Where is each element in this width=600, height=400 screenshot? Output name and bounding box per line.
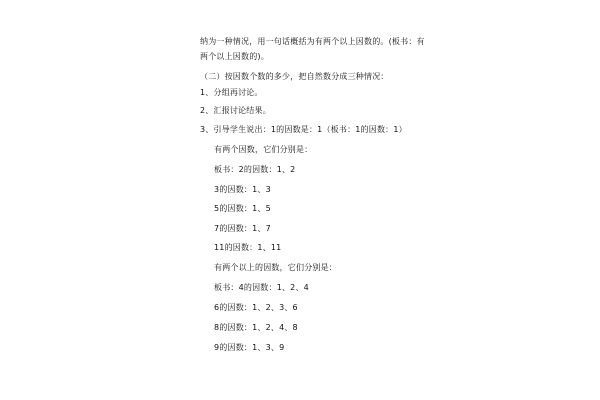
section-heading: （二）按因数个数的多少，把自然数分成三种情况： bbox=[200, 72, 389, 81]
list-item: 7的因数：1、7 bbox=[214, 224, 271, 233]
step-3: 3、引导学生说出：1的因数是：1（板书：1的因数：1） bbox=[200, 125, 407, 134]
step-1: 1、分组再讨论。 bbox=[200, 88, 263, 97]
two-factors-intro: 有两个因数，它们分别是： bbox=[214, 145, 313, 154]
list-item: 6的因数：1、2、3、6 bbox=[214, 303, 298, 312]
list-item: 11的因数：1、11 bbox=[214, 243, 282, 252]
intro-line-2: 两个以上因数的)。 bbox=[200, 52, 269, 61]
list-item: 5的因数：1、5 bbox=[214, 204, 271, 213]
step-2: 2、汇报讨论结果。 bbox=[200, 106, 271, 115]
list-item: 板书：4的因数：1、2、4 bbox=[214, 283, 309, 292]
list-item: 8的因数：1、2、4、8 bbox=[214, 323, 298, 332]
list-item: 9的因数：1、3、9 bbox=[214, 343, 285, 352]
more-factors-intro: 有两个以上的因数，它们分别是： bbox=[214, 263, 337, 272]
list-item: 板书：2的因数：1、2 bbox=[214, 165, 296, 174]
list-item: 3的因数：1、3 bbox=[214, 185, 271, 194]
intro-line-1: 纳为一种情况，用一句话概括为有两个以上因数的。(板书：有 bbox=[200, 37, 425, 46]
